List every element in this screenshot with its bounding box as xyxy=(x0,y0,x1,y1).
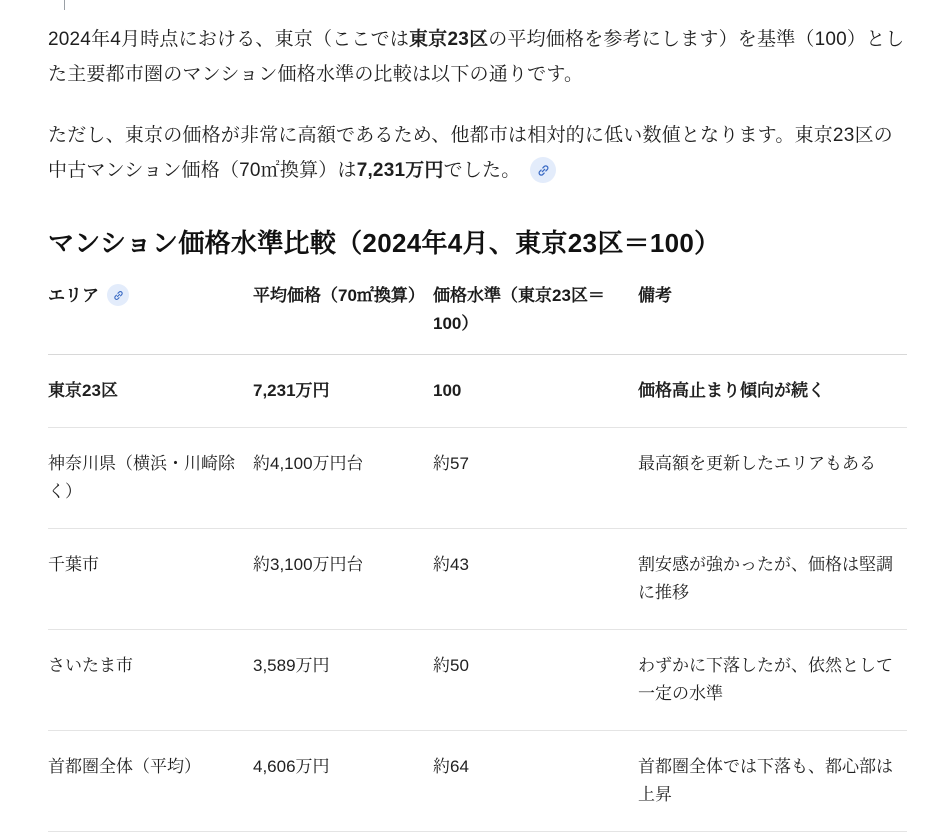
cell-area: 東京23区 xyxy=(48,354,253,427)
cell-price-level: 約64 xyxy=(433,730,638,831)
column-header-area-label: エリア xyxy=(48,285,99,305)
section-heading: マンション価格水準比較（2024年4月、東京23区＝100） xyxy=(48,227,721,258)
paragraph-note-segment-3: でした。 xyxy=(443,160,521,182)
cell-remarks: 価格高止まり傾向が続く xyxy=(638,354,907,427)
cell-remarks: わずかに下落したが、依然として一定の水準 xyxy=(638,629,907,730)
column-header-area xyxy=(48,282,253,355)
price-comparison-table xyxy=(48,282,907,832)
cell-price-level: 約43 xyxy=(433,528,638,629)
table-header xyxy=(48,282,907,355)
cell-area: 千葉市 xyxy=(48,528,253,629)
paragraph-intro xyxy=(48,0,907,92)
paragraph-intro-segment-2-bold: 東京23区 xyxy=(409,29,489,50)
cell-average-price: 7,231万円 xyxy=(253,354,433,427)
cell-average-price: 4,606万円 xyxy=(253,730,433,831)
paragraph-intro-segment-3: の平均価格を参考にします）を基準（100）とした主要都市圏のマンション価格水準の比較は以下の通りです。 xyxy=(48,29,905,86)
paragraph-note-segment-2-bold: 7,231万円 xyxy=(356,160,444,182)
cell-area: 神奈川県（横浜・川崎除く） xyxy=(48,427,253,528)
table-row xyxy=(48,629,907,730)
table-row xyxy=(48,730,907,831)
table-body xyxy=(48,354,907,831)
text-cursor xyxy=(64,0,65,10)
paragraph-note-segment-1: ただし、東京の価格が非常に高額であるため、他都市は相対的に低い数値となります。東京23区の中古マンション価格（70㎡換算）は xyxy=(48,125,893,182)
cell-remarks: 割安感が強かったが、価格は堅調に推移 xyxy=(638,528,907,629)
cell-average-price: 約3,100万円台 xyxy=(253,528,433,629)
paragraph-intro-segment-1: 2024年4月時点における、東京（ここでは xyxy=(48,29,410,50)
cell-price-level: 100 xyxy=(433,354,638,427)
column-header-price-level: 価格水準（東京23区＝100） xyxy=(433,285,605,333)
link-icon[interactable] xyxy=(107,284,129,306)
column-header-average-price: 平均価格（70㎡換算） xyxy=(253,285,425,305)
column-header-remarks: 備考 xyxy=(638,285,672,305)
cell-average-price: 約4,100万円台 xyxy=(253,427,433,528)
table-row xyxy=(48,427,907,528)
cell-area: 首都圏全体（平均） xyxy=(48,730,253,831)
table-row xyxy=(48,354,907,427)
link-icon[interactable] xyxy=(530,157,556,183)
paragraph-note xyxy=(48,92,907,188)
cell-average-price: 3,589万円 xyxy=(253,629,433,730)
table-header-row xyxy=(48,282,907,355)
cell-price-level: 約50 xyxy=(433,629,638,730)
cell-remarks: 首都圏全体では下落も、都心部は上昇 xyxy=(638,730,907,831)
cell-price-level: 約57 xyxy=(433,427,638,528)
cell-area: さいたま市 xyxy=(48,629,253,730)
cell-remarks: 最高額を更新したエリアもある xyxy=(638,427,907,528)
table-row xyxy=(48,528,907,629)
